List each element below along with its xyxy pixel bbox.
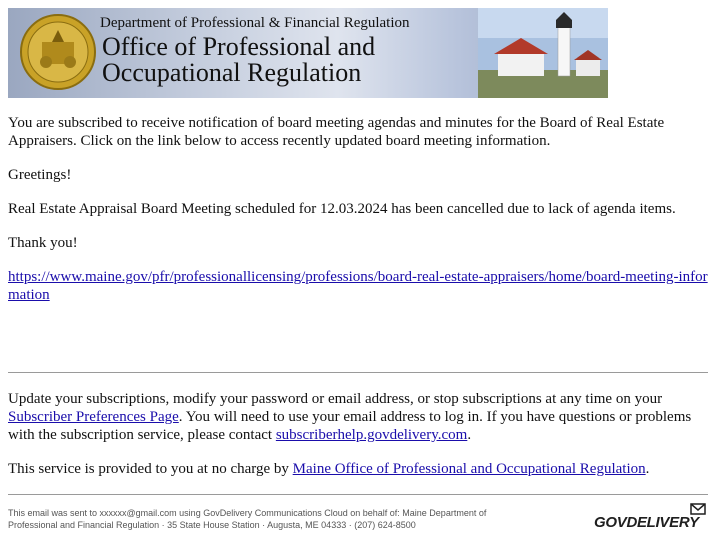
subscriber-preferences-link[interactable]: Subscriber Preferences Page	[8, 409, 179, 425]
maine-oplr-link[interactable]: Maine Office of Professional and Occupational Regulation	[292, 461, 646, 477]
header-banner	[8, 8, 608, 98]
envelope-icon	[690, 503, 706, 515]
subscription-text-middle: . You will need to use your email address to log in. If you have questions or problems with the subscription service, please contact	[8, 409, 692, 443]
intro-text: You are subscribed to receive notification of board meeting agendas and minutes for the Board of Real Estate Appraisers. Click on the link below to access recently updated board meeting information.	[8, 115, 665, 149]
subscription-section	[8, 390, 708, 494]
subscription-text-after: .	[467, 427, 472, 443]
divider-top	[8, 372, 708, 373]
board-meeting-link[interactable]: https://www.maine.gov/pfr/professionallicensing/professions/board-real-estate-appraisers/home/board-meeting-information	[8, 269, 708, 303]
divider-bottom	[8, 494, 708, 495]
footer-disclaimer	[8, 507, 568, 531]
footer-line2: Professional and Financial Regulation · 35 State House Station · Augusta, ME 04333 · (207) 624-8500	[8, 520, 416, 530]
service-text-before: This service is provided to you at no charge by	[8, 461, 293, 477]
footer-line1: This email was sent to xxxxxx@gmail.com using GovDelivery Communications Cloud on behalf of: Maine Department of	[8, 508, 487, 518]
notice-text: Real Estate Appraisal Board Meeting scheduled for 12.03.2024 has been cancelled due to lack of agenda items.	[8, 201, 676, 217]
service-text	[8, 460, 708, 478]
lighthouse-image	[478, 8, 608, 98]
govdelivery-logo	[594, 505, 708, 533]
office-title	[102, 34, 502, 86]
subscription-text	[8, 390, 708, 444]
office-title-line1: Office of Professional and	[102, 32, 376, 61]
link-paragraph	[8, 268, 708, 304]
office-title-line2: Occupational Regulation	[102, 58, 362, 87]
thanks-text: Thank you!	[8, 235, 78, 251]
subscription-text-before: Update your subscriptions, modify your password or email address, or stop subscriptions at any time on your	[8, 391, 663, 407]
subscriber-help-link[interactable]: subscriberhelp.govdelivery.com	[275, 427, 468, 443]
service-text-after: .	[645, 461, 650, 477]
govdelivery-brand: GOVDELIVERY	[594, 514, 699, 531]
greeting-text: Greetings!	[8, 167, 72, 183]
email-body	[8, 114, 708, 320]
department-name: Department of Professional & Financial Regulation	[100, 15, 410, 31]
state-seal-icon	[20, 14, 96, 90]
